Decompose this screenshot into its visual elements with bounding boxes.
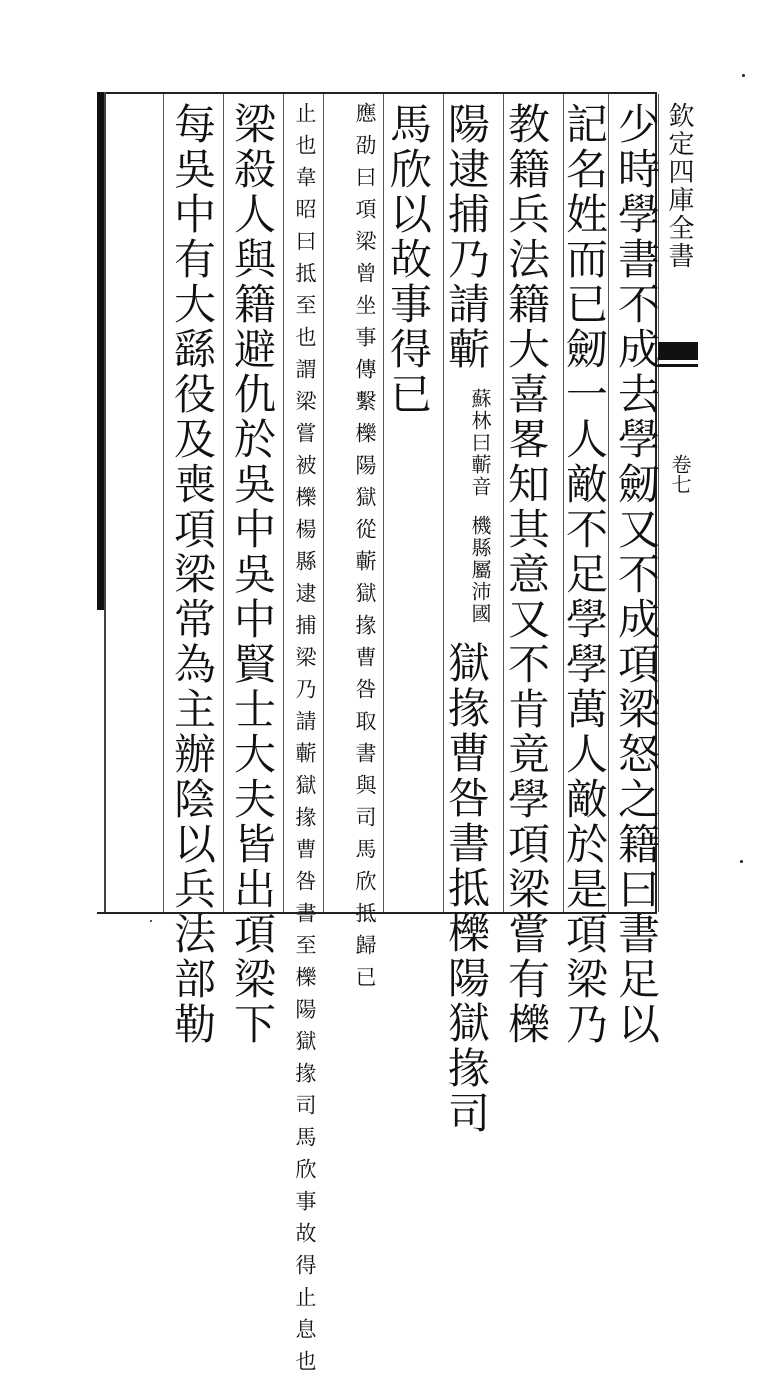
scan-speckle	[740, 860, 743, 863]
column-4-tail-text: 獄掾曹咎書抵櫟陽獄掾司	[442, 641, 491, 1137]
column-4-main-text: 陽逮捕乃請蘄	[442, 102, 491, 372]
frame-top-border	[97, 92, 657, 94]
frame-left-inner-border	[104, 92, 106, 912]
column-rule	[283, 94, 284, 912]
column-rule	[323, 94, 324, 912]
frame-left-border	[97, 92, 104, 610]
column-rule	[163, 94, 164, 912]
annotation-left: 機縣屬沛國	[468, 514, 492, 625]
column-rule	[223, 94, 224, 912]
fish-tail-line	[658, 364, 698, 367]
text-column-3: 教籍兵法籍大喜畧知其意又不肯竟學項梁嘗有櫟	[502, 102, 551, 1047]
text-column-7: 每吳中有大繇役及喪項梁常為主辦陰以兵法部勒	[168, 102, 217, 1047]
text-column-6: 梁殺人與籍避仇於吳中吳中賢士大夫皆出項梁下	[228, 102, 277, 1047]
fish-tail-mark	[658, 342, 698, 360]
book-gutter	[658, 94, 698, 912]
text-column-2: 記名姓而已劒一人敵不足學學萬人敵於是項梁乃	[560, 102, 609, 1047]
gutter-volume-label: 卷七	[668, 454, 692, 494]
text-column-4	[440, 102, 492, 1136]
gutter-book-title: 欽定四庫全書	[664, 102, 694, 270]
commentary-column-1: 應劭曰項梁曾坐事傳繫櫟陽獄從蘄獄掾曹咎取書與司馬欣抵歸已	[353, 102, 377, 998]
commentary-column-2: 止也韋昭曰抵至也謂梁嘗被櫟楊縣逮捕梁乃請蘄獄掾曹咎書至櫟陽獄掾司馬欣事故得止息也	[293, 102, 317, 1382]
annotation-right: 蘇林曰蘄音	[468, 388, 492, 499]
scan-speckle	[742, 74, 745, 77]
text-column-5: 馬欣以故事得已	[384, 102, 433, 417]
scan-speckle	[150, 920, 152, 922]
text-column-1: 少時學書不成去學劒又不成項梁怒之籍曰書足以	[612, 102, 661, 1047]
